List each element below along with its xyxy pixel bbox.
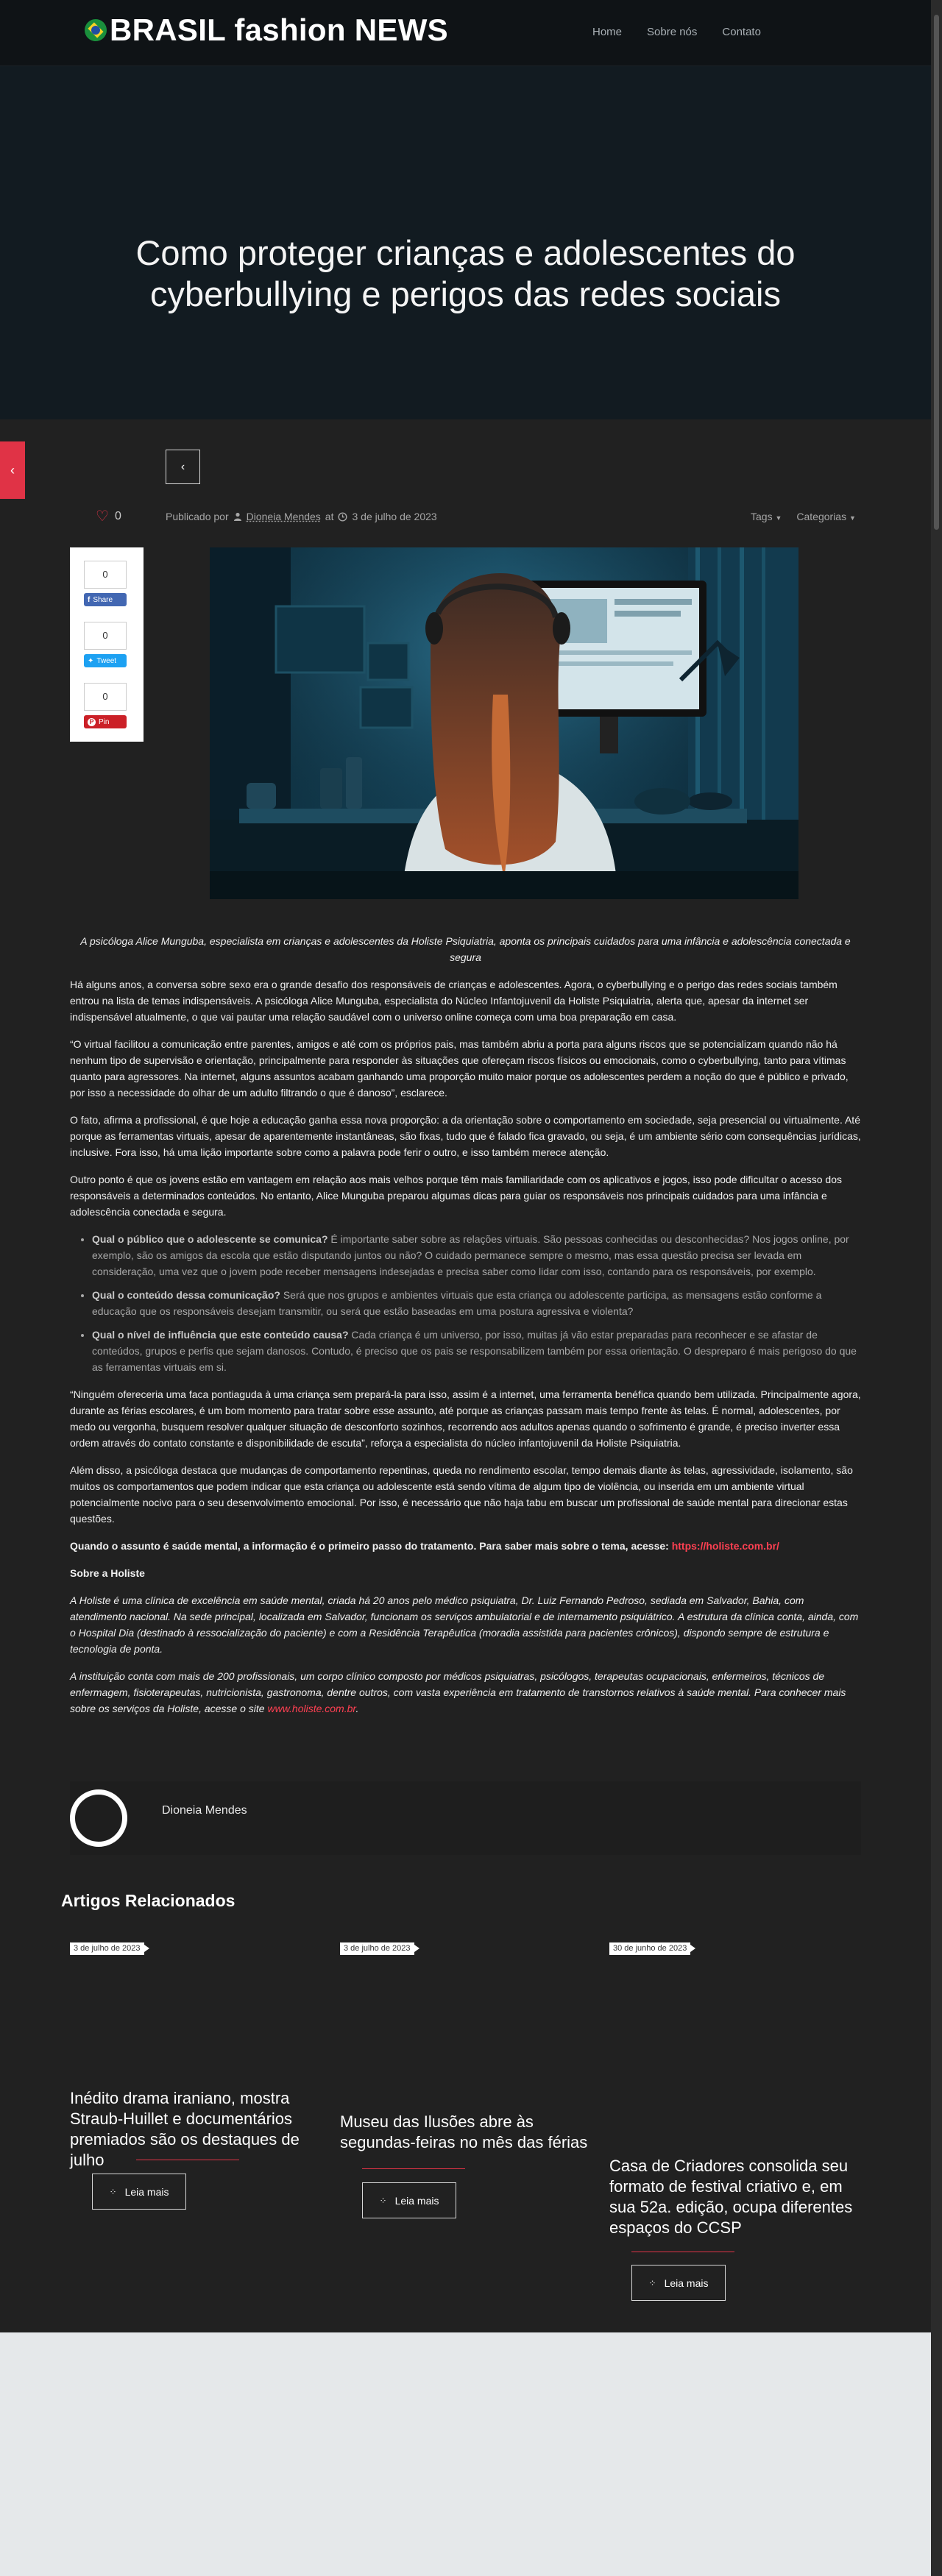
article-body bbox=[70, 933, 861, 1728]
main-nav bbox=[592, 26, 786, 38]
post-meta bbox=[166, 511, 437, 522]
post-taxonomy bbox=[751, 511, 856, 522]
nav-home[interactable]: Home bbox=[592, 26, 623, 38]
pinterest-count: 0 bbox=[84, 683, 127, 711]
avatar bbox=[70, 1789, 127, 1847]
brazil-flag-icon bbox=[85, 19, 107, 41]
published-by-label: Publicado por bbox=[166, 511, 229, 522]
holiste-site-link[interactable]: www.holiste.com.br bbox=[267, 1703, 356, 1714]
facebook-count: 0 bbox=[84, 561, 127, 589]
list-item: • Qual o conteúdo dessa comunicação? Será que nos grupos e ambientes virtuais que esta criança ou adolescente participa, as mensagens estão conforme a educação que os responsáveis desejam transmitir, ou será que estão baseadas em uma postura agressiva e violenta? bbox=[92, 1287, 861, 1319]
hero bbox=[0, 66, 931, 419]
twitter-count: 0 bbox=[84, 622, 127, 650]
heart-icon: ♡ bbox=[96, 508, 109, 525]
related-date-badge: 30 de junho de 2023 bbox=[609, 1942, 690, 1955]
grid-icon: ⁘ bbox=[379, 2195, 386, 2206]
grid-icon: ⁘ bbox=[109, 2186, 116, 2197]
author-name: Dioneia Mendes bbox=[162, 1804, 247, 1817]
share-box bbox=[70, 547, 144, 742]
read-more-button[interactable]: ⁘ Leia mais bbox=[631, 2265, 726, 2301]
at-label: at bbox=[325, 511, 334, 522]
categories-dropdown[interactable]: Categorias ▼ bbox=[796, 511, 856, 522]
chevron-left-icon: ‹ bbox=[180, 460, 185, 473]
list-item: • Qual o público que o adolescente se comunica? É importante saber sobre as relações virtuais. São pessoas conhecidas ou desconhecidas? Nos jogos online, por exemplo, são os amigos da escola que estão disputando juntos ou não? O cuidado permanece sempre o mesmo, mas essa questão precisa ser levada em consideração, uma vez que o jovem pode receber mensagens indesejadas e precisa saber como lidar com isso, contando para os responsáveis, por exemplo. bbox=[92, 1231, 861, 1280]
caret-down-icon: ▼ bbox=[849, 514, 856, 522]
tips-list bbox=[92, 1231, 861, 1375]
title-underline bbox=[362, 2168, 465, 2169]
author-box bbox=[70, 1781, 861, 1855]
nav-contato[interactable]: Contato bbox=[722, 26, 761, 38]
paragraph: O fato, afirma a profissional, é que hoje a educação ganha essa nova proporção: a da orientação sobre o comportamento em sociedade, seja presencial ou virtualmente. Até porque as ferramentas virtuais, apesar de aparentemente instantâneas, são fixas, tudo que é falado fica gravado, ou seja, é um ambiente sério com consequências jurídicas, inclusive. Fora isso, há uma lição importante sobre como a palavra pode ferir o outro, e isso também merece atenção. bbox=[70, 1114, 861, 1158]
cta-paragraph: Quando o assunto é saúde mental, a informação é o primeiro passo do tratamento. Para saber mais sobre o tema, acesse: https://holiste.com.br/ bbox=[70, 1540, 779, 1552]
twitter-share bbox=[84, 622, 127, 667]
list-item: • Qual o nível de influência que este conteúdo causa? Cada criança é um universo, por isso, muitas já vão estar preparadas para reconhecer e se afastar de conteúdos, grupos e perfis que sejam danosos. Contudo, é preciso que os pais se responsabilizem também por essa orientação. O despreparo é mais perigoso do que as ferramentas virtuais em si. bbox=[92, 1327, 861, 1375]
tweet-button[interactable]: ✦ Tweet bbox=[84, 654, 127, 667]
holiste-link[interactable]: https://holiste.com.br/ bbox=[671, 1540, 779, 1552]
paragraph: Além disso, a psicóloga destaca que mudanças de comportamento repentinas, queda no rendimento escolar, tempo demais diante às telas, agressividade, isolamento, são muitos os comportamentos que podem indicar que esta criança ou adolescente está sendo vítima de algum tipo de violência, ou inserida em um ambiente virtual potencialmente nocivo para o seu desenvolvimento emocional. Por isso, é necessário que não haja tabu em buscar um profissional de saúde mental para direcionar estas questões. bbox=[70, 1464, 853, 1525]
pin-button[interactable]: P Pin bbox=[84, 715, 127, 728]
related-article-title[interactable]: Museu das Ilusões abre às segundas-feiras no mês das férias bbox=[340, 2112, 588, 2151]
read-more-button[interactable]: ⁘ Leia mais bbox=[92, 2174, 186, 2210]
clock-icon bbox=[338, 512, 347, 522]
about-heading: Sobre a Holiste bbox=[70, 1567, 145, 1579]
page-title: Como proteger crianças e adolescentes do cyberbullying e perigos das redes sociais bbox=[135, 233, 796, 313]
paragraph: Há alguns anos, a conversa sobre sexo era o grande desafio dos responsáveis de crianças e adolescentes. Agora, o cyberbullying e o perigo das redes sociais também entrou na lista de temas indispensáveis. A psicóloga Alice Munguba, especialista do Núcleo Infantojuvenil da Holiste Psiquiatria, alerta que, apesar da internet ser indispensável atualmente, o que vai pautar uma relação saudável com o universo online começa com uma boa preparação em casa. bbox=[70, 979, 837, 1023]
related-heading: Artigos Relacionados bbox=[61, 1891, 236, 1910]
tags-dropdown[interactable]: Tags ▼ bbox=[751, 511, 782, 522]
paragraph: Outro ponto é que os jovens estão em vantagem em relação aos mais velhos porque têm mais familiaridade com os aplicativos e jogos, isso pode dificultar o acesso dos responsáveis a determinados conteúdos. No entanto, Alice Munguba preparou algumas dicas para guiar os responsáveis nos principais cuidados para uma infância e adolescência conectada e segura. bbox=[70, 1174, 842, 1218]
facebook-share-button[interactable]: f Share bbox=[84, 593, 127, 606]
paragraph: “Ninguém ofereceria uma faca pontiaguda à uma criança sem prepará-la para isso, assim é a internet, uma ferramenta benéfica quando bem utilizada. Principalmente agora, durante as férias escolares, é um bom momento para tratar sobre esse assunto, até porque as crianças passam mais tempo frente às telas. É normal, adolescentes, por medo ou vergonha, busquem resolver qualquer situação de desconforto sozinhos, recorrendo aos adultos apenas quando o sofrimento é grande, é preciso inverter essa ordem através do contato constante e disponibilidade de escuta”, reforça a especialista do núcleo infantojuvenil da Holiste Psiquiatria. bbox=[70, 1388, 861, 1449]
nav-sobre[interactable]: Sobre nós bbox=[647, 26, 698, 38]
site-logo-text: BRASIL fashion NEWS bbox=[110, 13, 448, 47]
chevron-left-icon: ‹ bbox=[10, 462, 15, 478]
author-link[interactable]: Dioneia Mendes bbox=[246, 511, 321, 522]
related-article-title[interactable]: Inédito drama iraniano, mostra Straub-Huillet e documentários premiados são os destaques de julho bbox=[70, 2089, 300, 2169]
post-date: 3 de julho de 2023 bbox=[352, 511, 437, 522]
like-count: 0 bbox=[114, 510, 121, 522]
facebook-share bbox=[84, 561, 127, 606]
pinterest-share bbox=[84, 683, 127, 728]
pinterest-icon: P bbox=[88, 718, 96, 726]
caret-down-icon: ▼ bbox=[775, 514, 782, 522]
featured-image bbox=[210, 547, 798, 899]
twitter-bird-icon: ✦ bbox=[88, 656, 94, 665]
read-more-button[interactable]: ⁘ Leia mais bbox=[362, 2182, 456, 2218]
facebook-icon: f bbox=[88, 595, 91, 604]
image-caption: A psicóloga Alice Munguba, especialista em crianças e adolescentes da Holiste Psiquiatria, aponta os principais cuidados para uma infância e adolescência conectada e segura bbox=[80, 935, 851, 963]
related-date-badge: 3 de julho de 2023 bbox=[340, 1942, 414, 1955]
grid-icon: ⁘ bbox=[648, 2277, 656, 2288]
about-paragraph: A instituição conta com mais de 200 profissionais, um corpo clínico composto por médicos psiquiatras, psicólogos, terapeutas ocupacionais, enfermeiros, técnicos de enfermagem, fisioterapeutas, nutricionista, gastronoma, dentre outros, com vasta experiência em tratamento de transtornos relativos à saúde mental. Para conhecer mais sobre os serviços da Holiste, acesse o site www.holiste.com.br. bbox=[70, 1670, 846, 1714]
back-button[interactable] bbox=[166, 450, 200, 484]
paragraph: “O virtual facilitou a comunicação entre parentes, amigos e até com os próprios pais, mas também abriu a porta para alguns riscos que se potencializam quando não há nenhum tipo de supervisão e orientação, principalmente para responder às situações que ofereçam riscos físicos ou emocionais, como o cyberbullying, tanto para vítimas quanto para agressores. Na internet, alguns assuntos acabam ganhando uma proporção muito maior porque os adolescentes perdem a noção do que é público e privado, por isso a necessidade do olhar de um adulto filtrando o que é danoso”, esclarece. bbox=[70, 1038, 849, 1099]
about-paragraph: A Holiste é uma clínica de excelência em saúde mental, criada há 20 anos pelo médico psiquiatra, Dr. Luiz Fernando Pedroso, sediada em Salvador, Bahia, com atendimento nacional. Na sede principal, localizada em Salvador, funcionam os serviços ambulatorial e de internamento psiquiátrico. A estrutura da clínica conta, ainda, com o Hospital Dia (destinado à ressocialização do paciente) e com a Residência Terapêutica (moradia assistida para pacientes crônicos), dispondo sempre de estrutura e tecnologia de ponta. bbox=[70, 1594, 859, 1655]
site-logo[interactable] bbox=[85, 12, 448, 49]
top-bar bbox=[0, 0, 931, 66]
previous-post-tab[interactable] bbox=[0, 441, 25, 499]
related-article-title[interactable]: Casa de Criadores consolida seu formato de festival criativo e, em sua 52a. edição, ocupa diferentes espaços do CCSP bbox=[609, 2157, 853, 2237]
like-button[interactable] bbox=[96, 509, 121, 524]
scrollbar-thumb[interactable] bbox=[934, 15, 939, 530]
related-date-badge: 3 de julho de 2023 bbox=[70, 1942, 144, 1955]
user-icon bbox=[233, 512, 242, 521]
